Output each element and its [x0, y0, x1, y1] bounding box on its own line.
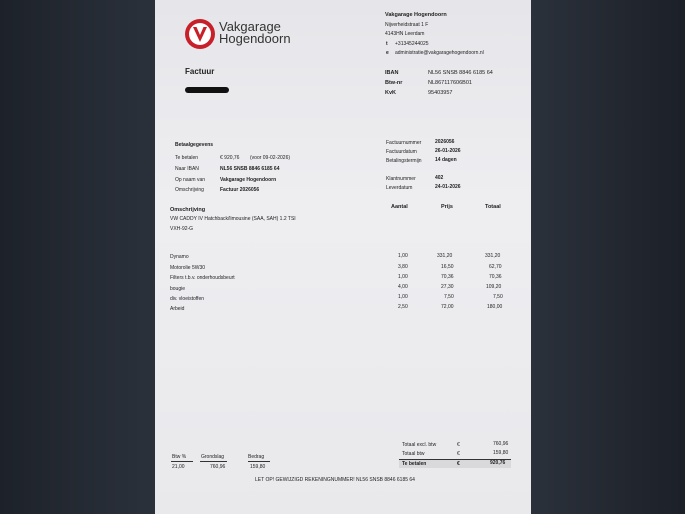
totals-label: Totaal btw: [402, 451, 425, 457]
column-header-price: Prijs: [441, 204, 453, 210]
invoice-info-value: 2026056: [435, 139, 455, 145]
invoice-info-label: Betalingstermijn: [386, 158, 422, 164]
line-item-price: 7,50: [444, 294, 454, 300]
vat-header-amount: Bedrag: [248, 454, 265, 460]
phone-label: t: [386, 41, 388, 47]
line-item-total: 109,20: [486, 284, 502, 290]
column-header-total: Totaal: [485, 204, 501, 210]
payment-value: € 920,76: [220, 155, 240, 161]
vehicle-description: VW CADDY IV Hatchback/limousine (SAA, SAH) 1.2 TSI: [170, 216, 296, 222]
invoice-info-label: Factuurdatum: [386, 149, 417, 155]
line-item-description: Motorolie 5W30: [170, 265, 206, 271]
company-logo-icon: [185, 19, 215, 49]
totals-currency: €: [457, 461, 460, 467]
vehicle-plate: VXH-92-G: [170, 226, 194, 232]
line-item-qty: 1,00: [398, 294, 408, 300]
vat-header-underline: [248, 461, 270, 462]
payment-label: Te betalen: [175, 155, 199, 161]
line-item-total: 331,20: [485, 253, 501, 259]
payment-heading: Betaalgegevens: [175, 142, 214, 148]
vat-base: 760,96: [210, 464, 226, 470]
company-city: 4143HN Leerdam: [385, 31, 425, 37]
footer-notice: LET OP! GEWIJZIGD REKENINGNUMMER! NL56 SNSB 8846 6185 64: [255, 477, 415, 483]
totals-value: 159,80: [493, 450, 509, 456]
line-item-description: Filters t.b.v. onderhoudsbeurt: [170, 275, 235, 281]
line-item-description: bougie: [170, 286, 186, 292]
invoice-paper: [155, 0, 531, 514]
company-street: Nijverheidstraat 1 F: [385, 22, 429, 28]
logo-text-line2: Hogendoorn: [219, 31, 291, 46]
totals-currency: €: [457, 451, 460, 457]
vat-rate: 21,00: [172, 464, 185, 470]
line-item-description: Arbeid: [170, 306, 185, 312]
iban-value: NL56 SNSB 8846 6185 64: [428, 70, 493, 76]
background-right: [531, 0, 685, 514]
payment-label: Op naam van: [175, 177, 206, 183]
email-label: e: [386, 50, 389, 56]
totals-value: 920,76: [490, 460, 506, 466]
kvk-value: 95403957: [428, 90, 453, 96]
line-item-description: Dynamo: [170, 254, 189, 260]
line-item-qty: 2,50: [398, 304, 408, 310]
line-item-price: 331,20: [437, 253, 453, 259]
payment-note: (voor 09-02-2026): [250, 155, 291, 161]
column-header-qty: Aantal: [391, 204, 408, 210]
company-phone: +31345244025: [395, 41, 429, 47]
document-title: Factuur: [185, 67, 215, 76]
payment-label: Naar IBAN: [175, 166, 199, 172]
totals-label: Totaal excl. btw: [402, 442, 437, 448]
vat-header-underline: [200, 461, 227, 462]
line-item-qty: 1,00: [398, 253, 408, 259]
vat-header-underline: [171, 461, 193, 462]
line-item-price: 16,50: [441, 264, 454, 270]
logo-text-line1: Vakgarage: [219, 19, 281, 34]
invoice-info-label: Klantnummer: [386, 176, 416, 182]
payment-value: Factuur 2026056: [220, 187, 260, 193]
invoice-info-label: Leverdatum: [386, 185, 413, 191]
line-item-qty: 4,00: [398, 284, 408, 290]
line-item-price: 27,30: [441, 284, 454, 290]
line-item-total: 180,00: [487, 304, 503, 310]
line-item-price: 72,00: [441, 304, 454, 310]
kvk-label: KvK: [385, 90, 397, 96]
vat-header-base: Grondslag: [201, 454, 225, 460]
btw-value: NL867117606B01: [428, 80, 472, 86]
invoice-info-value: 24-01-2026: [435, 184, 461, 190]
line-item-total: 62,70: [489, 264, 502, 270]
payment-value: Vakgarage Hogendoorn: [220, 177, 277, 183]
iban-label: IBAN: [385, 70, 399, 76]
payment-label: Omschrijving: [175, 187, 204, 193]
line-item-total: 7,50: [493, 294, 503, 300]
vat-amount: 159,80: [250, 464, 266, 470]
column-header-description: Omschrijving: [170, 207, 206, 213]
invoice-info-value: 402: [435, 175, 444, 181]
line-item-total: 70,36: [489, 274, 502, 280]
redacted-customer-name: [185, 87, 229, 93]
company-email: administratie@vakgaragehogendoorn.nl: [395, 50, 484, 56]
invoice-info-value: 26-01-2026: [435, 148, 461, 154]
background-left: [0, 0, 155, 514]
line-item-description: div. vloeistoffen: [170, 296, 205, 302]
vat-header-rate: Btw %: [172, 454, 187, 460]
btw-label: Btw-nr: [385, 80, 403, 86]
line-item-price: 70,36: [441, 274, 454, 280]
totals-currency: €: [457, 442, 460, 448]
totals-value: 760,96: [493, 441, 509, 447]
invoice-info-label: Factuurnummer: [386, 140, 422, 146]
company-name: Vakgarage Hogendoorn: [385, 12, 447, 18]
totals-label: Te betalen: [402, 461, 427, 467]
invoice-info-value: 14 dagen: [435, 157, 457, 163]
line-item-qty: 3,80: [398, 264, 408, 270]
payment-value: NL56 SNSB 8846 6185 64: [220, 166, 280, 172]
line-item-qty: 1,00: [398, 274, 408, 280]
